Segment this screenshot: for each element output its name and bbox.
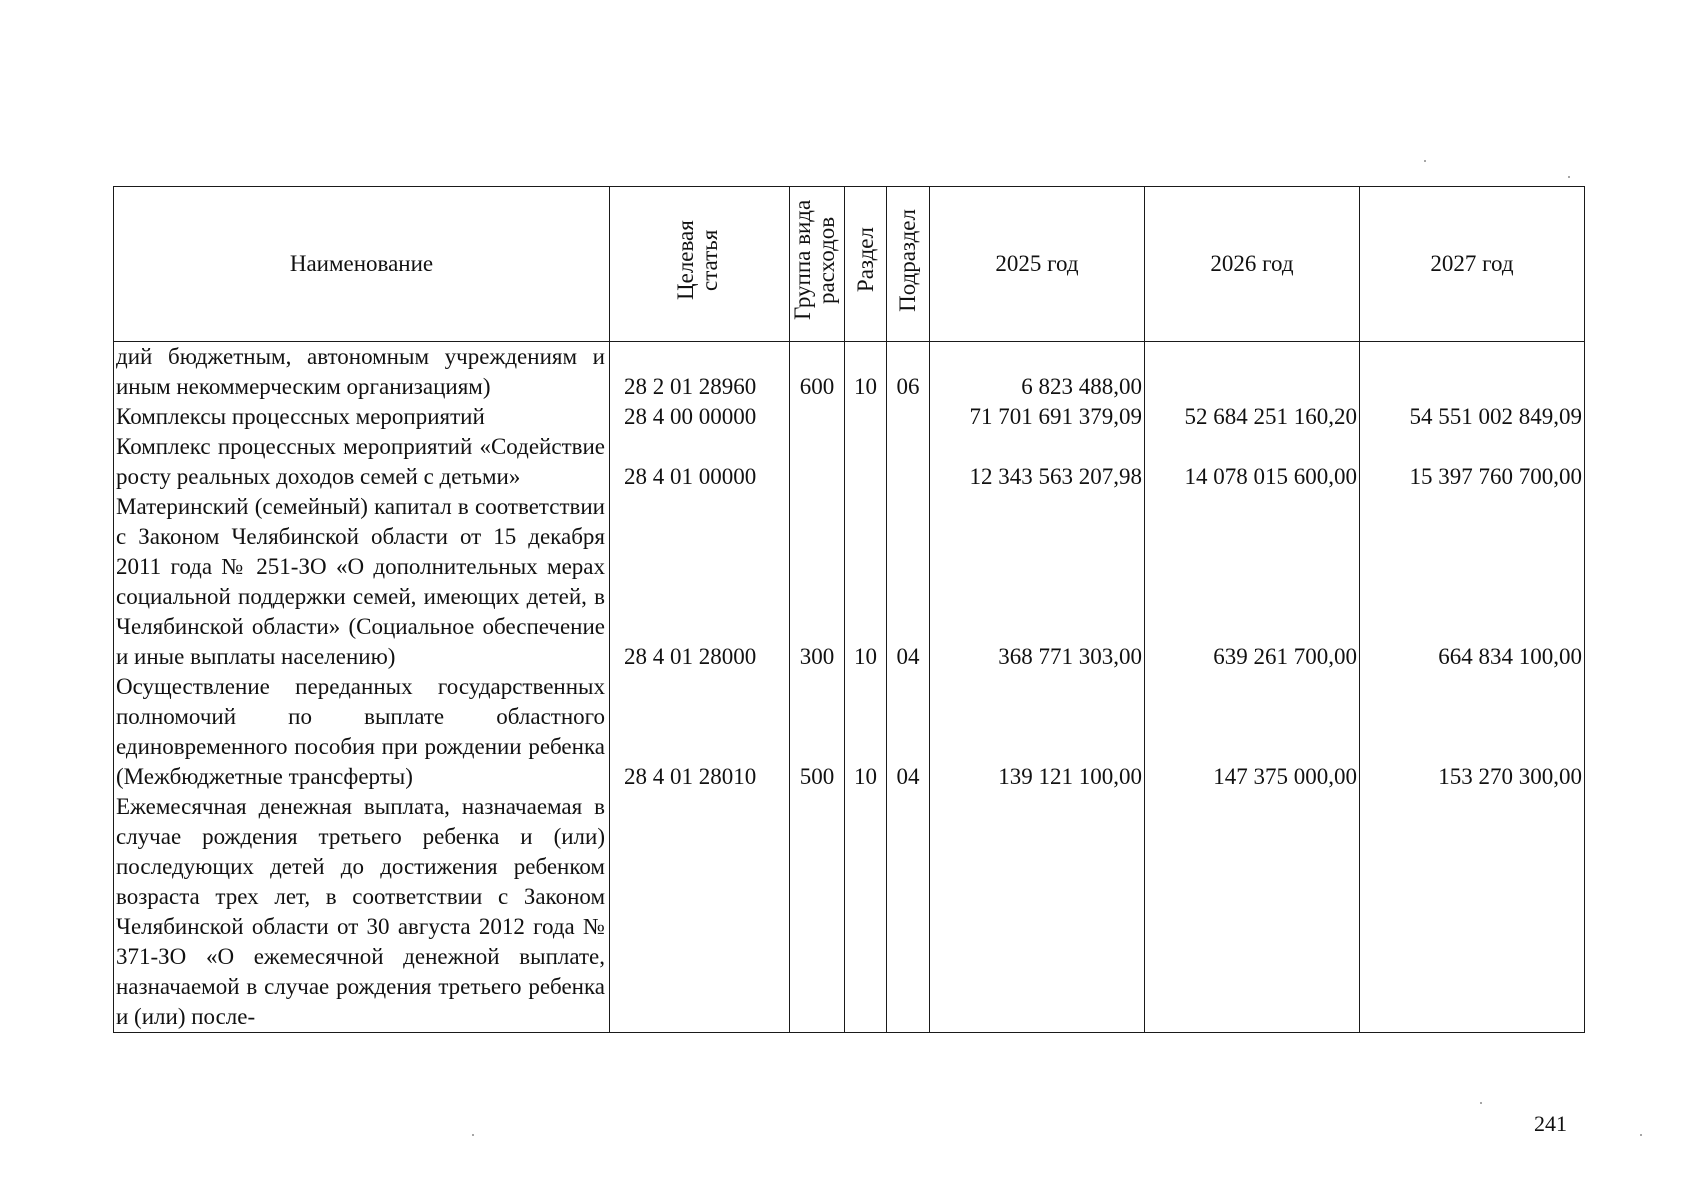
row-amount-2025: 12 343 563 207,98 xyxy=(930,432,1145,492)
row-amount-2027: 153 270 300,00 xyxy=(1360,672,1585,792)
row-expense-group: 600 xyxy=(790,342,845,403)
header-2027: 2027 год xyxy=(1360,187,1585,342)
row-target-article: 28 4 01 28000 xyxy=(610,492,790,672)
header-2025: 2025 год xyxy=(930,187,1145,342)
header-target-article: Целевая статья xyxy=(610,187,790,342)
row-name: Материнский (семейный) капитал в соответствии с Законом Челябинской области от 15 декабря 2011 года № 251-ЗО «О дополнительных мерах социальной поддержки семей, имеющих детей, в Челябинской области» (Социальное обеспечение и иные выплаты населению) xyxy=(114,492,610,672)
row-amount-2027: 54 551 002 849,09 xyxy=(1360,402,1585,432)
row-amount-2026: 147 375 000,00 xyxy=(1145,672,1360,792)
row-amount-2025: 368 771 303,00 xyxy=(930,492,1145,672)
scan-speck xyxy=(1424,160,1426,162)
row-amount-2025: 6 823 488,00 xyxy=(930,342,1145,403)
row-name: дий бюджетным, автономным учреждениям и иным некоммерческим организациям) xyxy=(114,342,610,403)
row-target-article: 28 4 00 00000 xyxy=(610,402,790,432)
row-section xyxy=(845,432,887,492)
row-section xyxy=(845,402,887,432)
row-subsection: 06 xyxy=(887,342,930,403)
row-amount-2025: 139 121 100,00 xyxy=(930,672,1145,792)
row-amount-2026: 639 261 700,00 xyxy=(1145,492,1360,672)
row-name: Ежемесячная денежная выплата, назначаемая в случае рождения третьего ребенка и (или) последующих детей до достижения ребенком возраста трех лет, в соответствии с Законом Челябинской области от 30 августа 2012 года № 371-ЗО «О ежемесячной денежной выплате, назначаемой в случае рождения третьего ребенка и (или) после- xyxy=(114,792,610,1033)
row-subsection: 04 xyxy=(887,492,930,672)
row-subsection xyxy=(887,402,930,432)
row-subsection xyxy=(887,792,930,1033)
table-row xyxy=(114,342,1585,403)
table-row xyxy=(114,672,1585,792)
row-target-article: 28 4 01 28010 xyxy=(610,672,790,792)
header-section: Раздел xyxy=(845,187,887,342)
row-amount-2025: 71 701 691 379,09 xyxy=(930,402,1145,432)
row-amount-2026 xyxy=(1145,342,1360,403)
row-subsection xyxy=(887,432,930,492)
row-expense-group xyxy=(790,432,845,492)
page-number: 241 xyxy=(1534,1111,1567,1136)
scan-speck xyxy=(472,1134,474,1136)
row-section: 10 xyxy=(845,672,887,792)
row-section: 10 xyxy=(845,492,887,672)
row-section xyxy=(845,792,887,1033)
table-row xyxy=(114,432,1585,492)
header-expense-group: Группа вида расходов xyxy=(790,187,845,342)
row-subsection: 04 xyxy=(887,672,930,792)
table-row xyxy=(114,792,1585,1033)
row-amount-2027 xyxy=(1360,342,1585,403)
row-amount-2025 xyxy=(930,792,1145,1033)
row-name: Осуществление переданных государственных полномочий по выплате областного единовременного пособия при рождении ребенка (Межбюджетные трансферты) xyxy=(114,672,610,792)
header-subsection: Подраздел xyxy=(887,187,930,342)
budget-table xyxy=(113,186,1585,1033)
row-amount-2027: 664 834 100,00 xyxy=(1360,492,1585,672)
header-2026: 2026 год xyxy=(1145,187,1360,342)
row-expense-group: 300 xyxy=(790,492,845,672)
row-amount-2026: 52 684 251 160,20 xyxy=(1145,402,1360,432)
row-expense-group: 500 xyxy=(790,672,845,792)
row-target-article: 28 4 01 00000 xyxy=(610,432,790,492)
row-amount-2027 xyxy=(1360,792,1585,1033)
row-expense-group xyxy=(790,402,845,432)
row-expense-group xyxy=(790,792,845,1033)
table-row xyxy=(114,402,1585,432)
header-name: Наименование xyxy=(114,187,610,342)
row-amount-2027: 15 397 760 700,00 xyxy=(1360,432,1585,492)
row-target-article: 28 2 01 28960 xyxy=(610,342,790,403)
row-amount-2026: 14 078 015 600,00 xyxy=(1145,432,1360,492)
row-amount-2026 xyxy=(1145,792,1360,1033)
scan-speck xyxy=(1568,176,1570,178)
header-row xyxy=(114,187,1585,342)
row-name: Комплексы процессных мероприятий xyxy=(114,402,610,432)
scan-speck xyxy=(1480,1102,1482,1104)
row-name: Комплекс процессных мероприятий «Содействие росту реальных доходов семей с детьми» xyxy=(114,432,610,492)
row-section: 10 xyxy=(845,342,887,403)
row-target-article xyxy=(610,792,790,1033)
scan-speck xyxy=(1640,1134,1642,1136)
table-row xyxy=(114,492,1585,672)
